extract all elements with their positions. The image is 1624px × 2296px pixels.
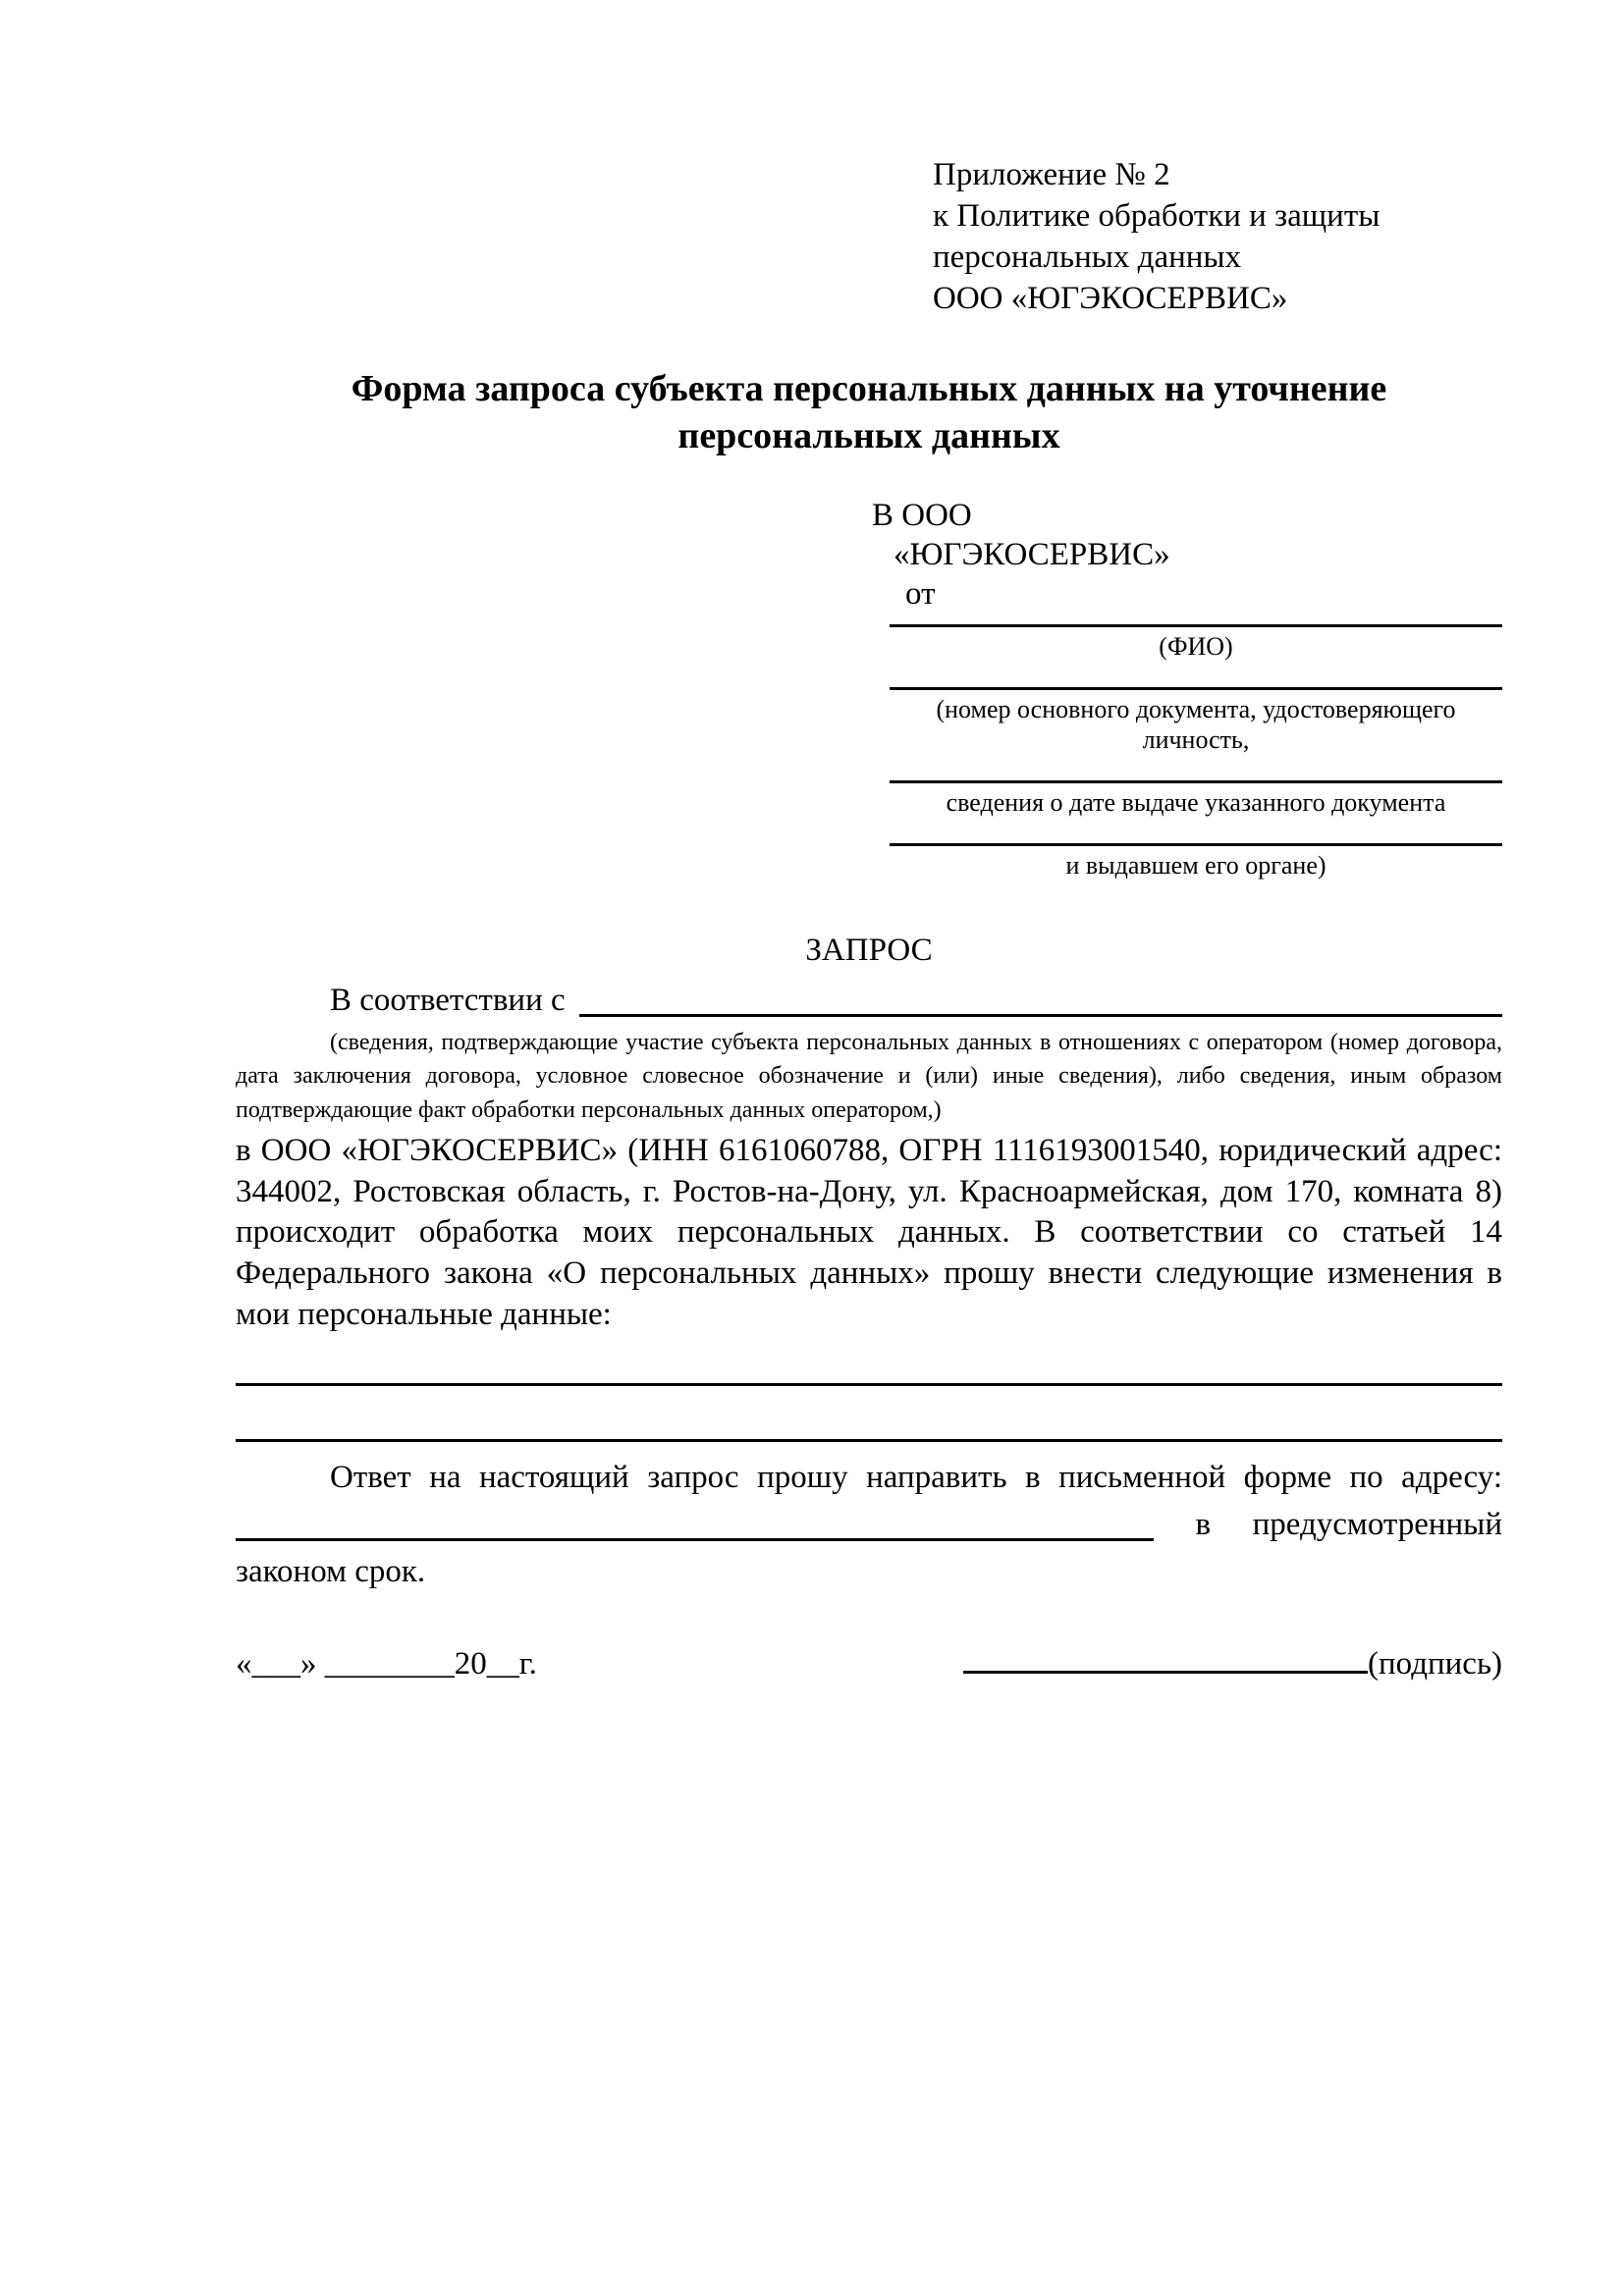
issue-date-field [890, 780, 1502, 818]
request-heading: ЗАПРОС [805, 932, 933, 968]
accordance-blank-line [579, 1014, 1502, 1017]
applicant-fields [890, 624, 1502, 881]
answer-word-v: в [1195, 1507, 1212, 1543]
request-body-paragraph: в ООО «ЮГЭКОСЕРВИС» (ИНН 6161060788, ОГРН 1116193001540, юридический адрес: 344002, Ростовская область, г. Ростов-на-Дону, ул. Красноармейская, дом 170, комната 8) происходит обработка моих персональных данных. В соответствии со статьей 14 Федерального закона «О персональных данных» прошу внести следующие изменения в мои персональные данные: [236, 1132, 1502, 1333]
answer-paragraph-line3: законом срок. [236, 1553, 426, 1589]
signature-area [963, 1644, 1502, 1685]
issuing-authority-field [890, 843, 1502, 881]
document-number-caption: (номер основного документа, удостоверяющего личность, [936, 694, 1456, 754]
appendix-header [933, 155, 1522, 320]
signature-caption: (подпись) [1368, 1645, 1502, 1682]
appendix-company-name: ООО «ЮГЭКОСЕРВИС» [933, 280, 1288, 316]
changes-blank-line-2 [236, 1439, 1502, 1442]
fio-caption: (ФИО) [1159, 631, 1233, 661]
signature-blank-line [963, 1644, 1368, 1674]
addressee-line-to: В ООО [872, 497, 972, 533]
document-title: Форма запроса субъекта персональных данных на уточнение персональных данных [351, 367, 1387, 457]
signature-row [236, 1644, 1502, 1685]
answer-paragraph-line1: Ответ на настоящий запрос прошу направить в письменной форме по адресу: [330, 1460, 1502, 1496]
answer-address-row [236, 1505, 1502, 1546]
changes-blank-line-1 [236, 1383, 1502, 1386]
document-number-field [890, 687, 1502, 755]
addressee-from-label: от [905, 576, 936, 613]
answer-word-predusmotrenny: предусмотренный [1252, 1507, 1503, 1543]
appendix-policy-reference: к Политике обработки и защиты персональных данных [933, 197, 1380, 275]
issue-date-caption: сведения о дате выдаче указанного документа [946, 788, 1446, 818]
date-blank: «___» ________20__г. [236, 1645, 537, 1682]
fio-field [890, 624, 1502, 662]
appendix-number: Приложение № 2 [933, 157, 1170, 192]
accordance-row [236, 981, 1502, 1022]
accordance-prefix: В соответствии с [330, 983, 566, 1019]
addressee-company-name: «ЮГЭКОСЕРВИС» [893, 537, 1170, 573]
addressee-block [872, 496, 1502, 614]
issuing-authority-caption: и выдавшем его органе) [1065, 851, 1326, 881]
accordance-note: (сведения, подтверждающие участие субъекта персональных данных в отношениях с оператором (номер договора, дата заключения договора, условное словесное обозначение и (или) иные сведения), либо сведения, иным образом подтверждающие факт обработки персональных данных оператором,) [236, 1030, 1502, 1123]
answer-address-blank-line [236, 1538, 1154, 1541]
